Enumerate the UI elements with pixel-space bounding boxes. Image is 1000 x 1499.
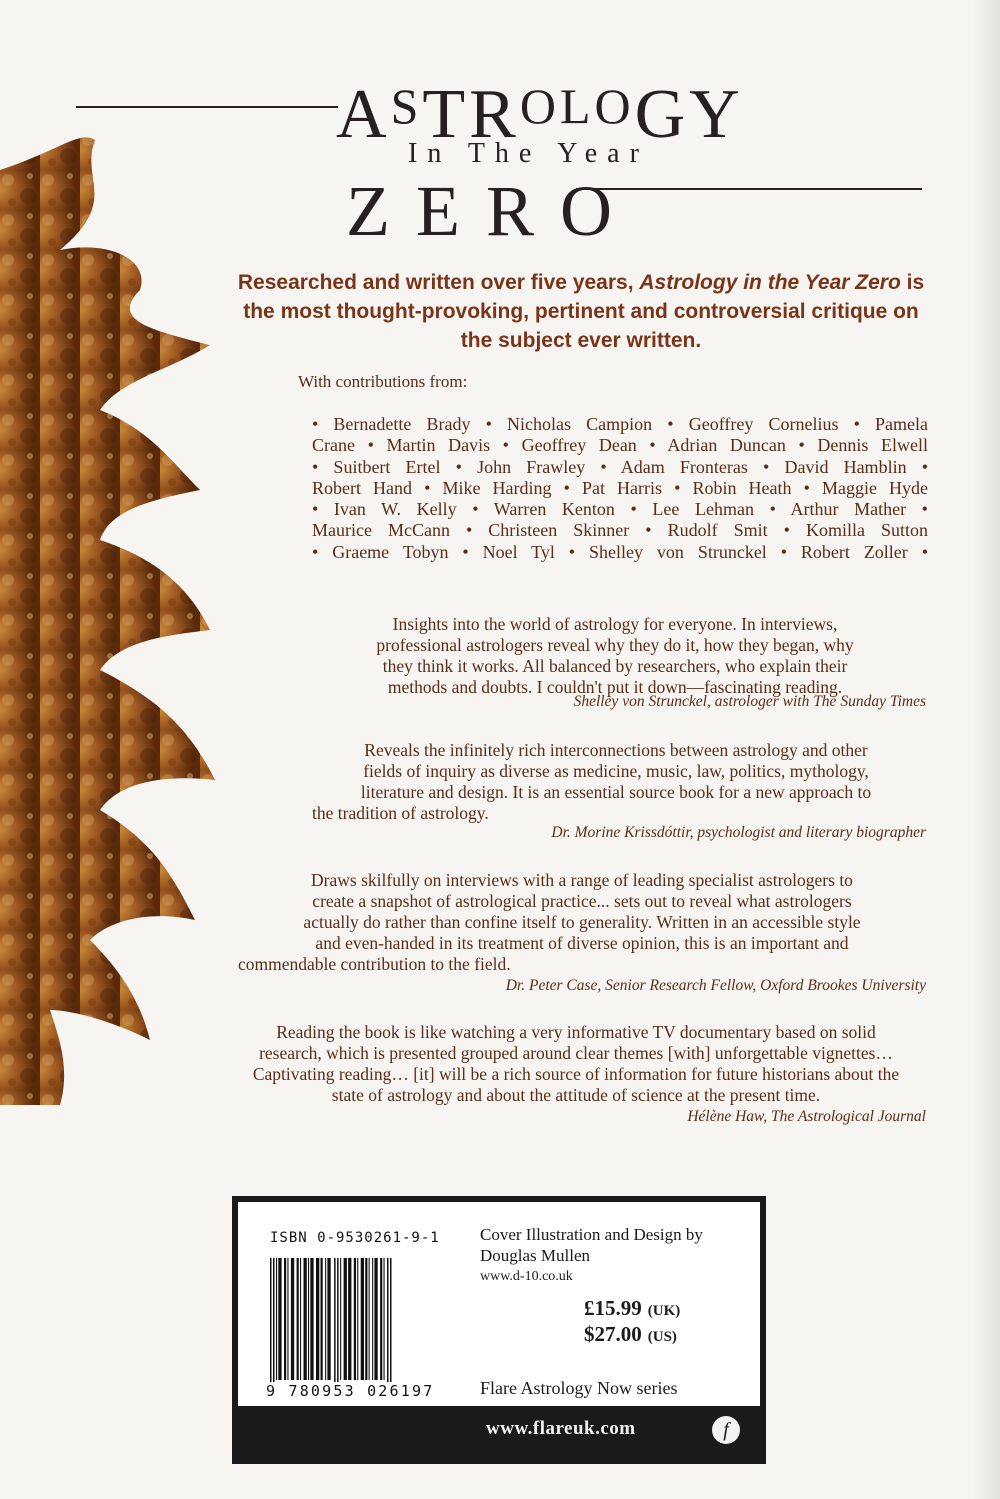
barcode-bar: [273, 1258, 275, 1394]
publisher-url[interactable]: www.flareuk.com: [486, 1418, 636, 1439]
quote-2-attribution: Dr. Morine Krissdóttir, psychologist and literary biographer: [551, 824, 926, 841]
publisher-logo-icon: f: [712, 1416, 740, 1444]
barcode-bar: [374, 1258, 377, 1380]
barcode-bar: [387, 1258, 389, 1394]
contributor-line: Crane • Martin Davis • Geoffrey Dean • Adrian Duncan • Dennis Elwell: [312, 435, 928, 456]
contributor-line: • Suitbert Ertel • John Frawley • Adam Fronteras • David Hamblin •: [312, 456, 928, 477]
barcode-bar: [300, 1258, 301, 1380]
isbn-text: ISBN 0-9530261-9-1: [270, 1230, 440, 1246]
title-rule-left: [76, 106, 338, 108]
footer-bar: [238, 1406, 760, 1458]
barcode-bar: [327, 1258, 330, 1380]
barcode-bar: [380, 1258, 382, 1380]
barcode-bar: [284, 1258, 286, 1380]
title-zero: ZERO: [346, 171, 638, 251]
title-astrology: $A^STR^{OLO}GY$: [336, 76, 744, 153]
sun-rays: [0, 137, 215, 1105]
quote-4-attribution: Hélène Haw, The Astrological Journal: [687, 1108, 926, 1125]
price-uk: £15.99 (UK): [584, 1296, 681, 1320]
barcode-bar: [361, 1258, 364, 1380]
barcode-bar: [337, 1258, 339, 1394]
quote-2: Reveals the infinitely rich interconnections between astrology and other fields of inquiry as diverse as medicine, music, law, politics, mythology, literature and design. It is an essential source book for a new approach to the tradition of astrology.: [312, 740, 872, 823]
barcode-bar: [325, 1258, 326, 1380]
price-us: $27.00 (US): [584, 1322, 677, 1346]
isbn-box: [232, 1196, 766, 1464]
contributor-line: • Graeme Tobyn • Noel Tyl • Shelley von Strunckel • Robert Zoller •: [312, 541, 928, 562]
contributor-line: Maurice McCann • Christeen Skinner • Rudolf Smit • Komilla Sutton: [312, 520, 928, 541]
quote-1: Insights into the world of astrology for everyone. In interviews, professional astrologers reveal why they do it, how they began, why they think it works. All balanced by researchers, who explain their methods and doubts. I couldn't put it down—fascinating reading.: [376, 614, 854, 697]
barcode-bar: [340, 1258, 341, 1380]
barcode-bar: [310, 1258, 313, 1380]
barcode: [268, 1258, 454, 1394]
barcode-bar: [344, 1258, 347, 1380]
quote-4: Reading the book is like watching a very informative TV documentary based on solid research, which is presented grouped around clear themes [with] unforgettable vignettes… Captivating reading… [it] will be a rich source of information for future historians about the state of astrology and about the attitude of science at the present time.: [252, 1022, 900, 1105]
contributor-line: • Bernadette Brady • Nicholas Campion • Geoffrey Cornelius • Pamela: [312, 414, 928, 434]
barcode-bar: [276, 1258, 277, 1380]
quote-3-attribution: Dr. Peter Case, Senior Research Fellow, Oxford Brookes University: [505, 977, 926, 994]
book-title: Astrology in the Year Zero: [639, 271, 901, 294]
barcode-bar: [316, 1258, 319, 1380]
spine-shadow: [972, 0, 1000, 1499]
cover-credit: Cover Illustration and Design by Douglas Mullen www.d-10.co.uk: [480, 1224, 703, 1287]
barcode-bar: [357, 1258, 358, 1380]
barcode-bar: [384, 1258, 385, 1380]
barcode-bar: [304, 1258, 307, 1380]
contributors-heading: With contributions from:: [298, 372, 468, 391]
quote-1-attribution: Shelley von Strunckel, astrologer with The Sunday Times: [573, 693, 926, 710]
designer-url: www.d-10.co.uk: [480, 1269, 573, 1284]
barcode-bar: [270, 1258, 272, 1394]
barcode-bar: [372, 1258, 373, 1380]
barcode-bar: [321, 1258, 323, 1380]
barcode-bar: [287, 1258, 288, 1380]
barcode-bar: [348, 1258, 351, 1380]
barcode-bar: [308, 1258, 309, 1380]
barcode-bar: [278, 1258, 281, 1380]
barcode-bar: [297, 1258, 299, 1380]
contributors-list: [312, 414, 928, 563]
barcode-bar: [365, 1258, 367, 1380]
barcode-bar: [334, 1258, 336, 1394]
title-in-the-year: In The Year: [408, 138, 649, 169]
barcode-bar: [390, 1258, 392, 1394]
lead-paragraph: Researched and written over five years, Astrology in the Year Zero is the most thought-provoking, pertinent and controversial critique on the subject ever written.: [237, 271, 925, 352]
sun-illustration: [0, 130, 230, 1110]
barcode-bar: [291, 1258, 294, 1380]
barcode-bar: [354, 1258, 356, 1380]
quote-3: Draws skilfully on interviews with a range of leading specialist astrologers to create a snapshot of astrological practice... sets out to reveal what astrologers actually do rather than confine itself to generality. Written in an accessible style and even-handed in its treatment of diverse opinion, this is an important and commendable contribution to the field.: [238, 870, 861, 974]
series-name: Flare Astrology Now series: [480, 1378, 678, 1398]
contributor-line: Robert Hand • Mike Harding • Pat Harris • Robin Heath • Maggie Hyde: [312, 477, 928, 498]
contributor-line: • Ivan W. Kelly • Warren Kenton • Lee Lehman • Arthur Mather •: [312, 499, 928, 520]
barcode-bar: [369, 1258, 370, 1380]
barcode-number: 9 780953 026197: [266, 1382, 435, 1400]
